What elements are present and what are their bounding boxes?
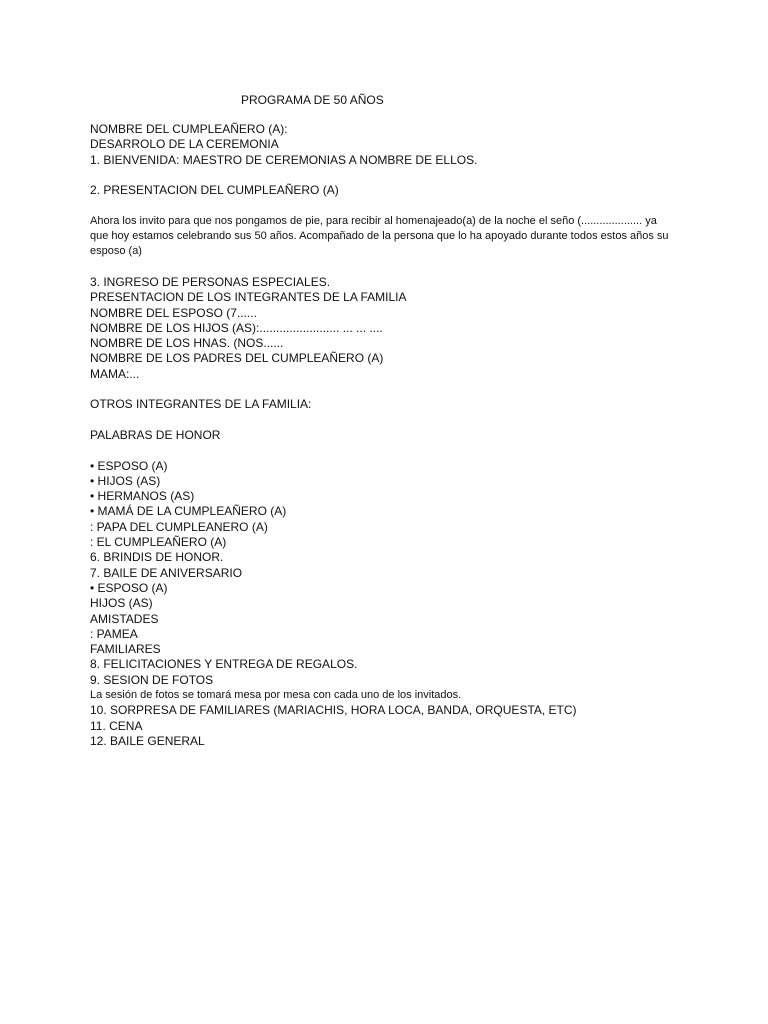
- document-title: PROGRAMA DE 50 AÑOS: [241, 93, 384, 107]
- document-body: [90, 122, 690, 749]
- list-item: • ESPOSO (A): [90, 580, 168, 595]
- list-item: • MAMÁ DE LA CUMPLEAÑERO (A): [90, 504, 287, 519]
- list-item: : PAPA DEL CUMPLEANERO (A): [90, 519, 268, 534]
- celebrant-name-line: NOMBRE DEL CUMPLEAÑERO (A):: [90, 122, 288, 136]
- parents-names-line: NOMBRE DE LOS PADRES DEL CUMPLEAÑERO (A): [90, 351, 384, 366]
- other-family-line: OTROS INTEGRANTES DE LA FAMILIA:: [90, 397, 312, 412]
- photo-session-note: La sesión de fotos se tomará mesa por mesa con cada uno de los invitados.: [90, 688, 462, 701]
- item-general-dance: 12. BAILE GENERAL: [90, 733, 205, 748]
- list-item: : EL CUMPLEAÑERO (A): [90, 535, 227, 550]
- list-item: • ESPOSO (A): [90, 458, 168, 473]
- item-photo-session: 9. SESION DE FOTOS: [90, 672, 214, 687]
- blank-line: [90, 382, 690, 397]
- item-congratulations: 8. FELICITACIONES Y ENTREGA DE REGALOS.: [90, 657, 358, 672]
- blank-line: [90, 260, 690, 275]
- list-item: HIJOS (AS): [90, 596, 153, 611]
- list-item: : PAMEA: [90, 626, 138, 641]
- item-dinner: 11. CENA: [90, 718, 143, 733]
- siblings-names-line: NOMBRE DE LOS HNAS. (NOS......: [90, 336, 284, 351]
- list-item: • HERMANOS (AS): [90, 489, 195, 504]
- blank-line: [90, 198, 690, 213]
- item-anniversary-dance: 7. BAILE DE ANIVERSARIO: [90, 565, 243, 580]
- item-welcome: 1. BIENVENIDA: MAESTRO DE CEREMONIAS A NOMBRE DE ELLOS.: [90, 152, 478, 167]
- item-special-guests: 3. INGRESO DE PERSONAS ESPECIALES.: [90, 274, 331, 289]
- ceremony-heading: DESARROLO DE LA CEREMONIA: [90, 137, 279, 152]
- words-of-honor-heading: PALABRAS DE HONOR: [90, 427, 221, 442]
- item-presentation: 2. PRESENTACION DEL CUMPLEAÑERO (A): [90, 183, 339, 198]
- item-family-surprise: 10. SORPRESA DE FAMILIARES (MARIACHIS, HORA LOCA, BANDA, ORQUESTA, ETC): [90, 703, 577, 718]
- blank-line: [90, 413, 690, 428]
- list-item: AMISTADES: [90, 611, 159, 626]
- spouse-name-line: NOMBRE DEL ESPOSO (7......: [90, 305, 257, 320]
- invitation-paragraph: Ahora los invito para que nos pongamos de pie, para recibir al homenajeado(a) de la noche el seño (.................... ya que hoy estamos celebrando sus 50 años. Acompañado de la persona que lo ha apoyado durante todos estos años su esposo (a): [90, 214, 669, 258]
- blank-line: [90, 443, 690, 458]
- children-names-line: NOMBRE DE LOS HIJOS (AS):........................ ... ... ....: [90, 320, 383, 335]
- item-toast: 6. BRINDIS DE HONOR.: [90, 550, 224, 565]
- mother-line: MAMA:...: [90, 366, 140, 381]
- list-item: • HIJOS (AS): [90, 473, 161, 488]
- blank-line: [90, 168, 690, 183]
- family-presentation-line: PRESENTACION DE LOS INTEGRANTES DE LA FAMILIA: [90, 290, 407, 305]
- list-item: FAMILIARES: [90, 642, 161, 657]
